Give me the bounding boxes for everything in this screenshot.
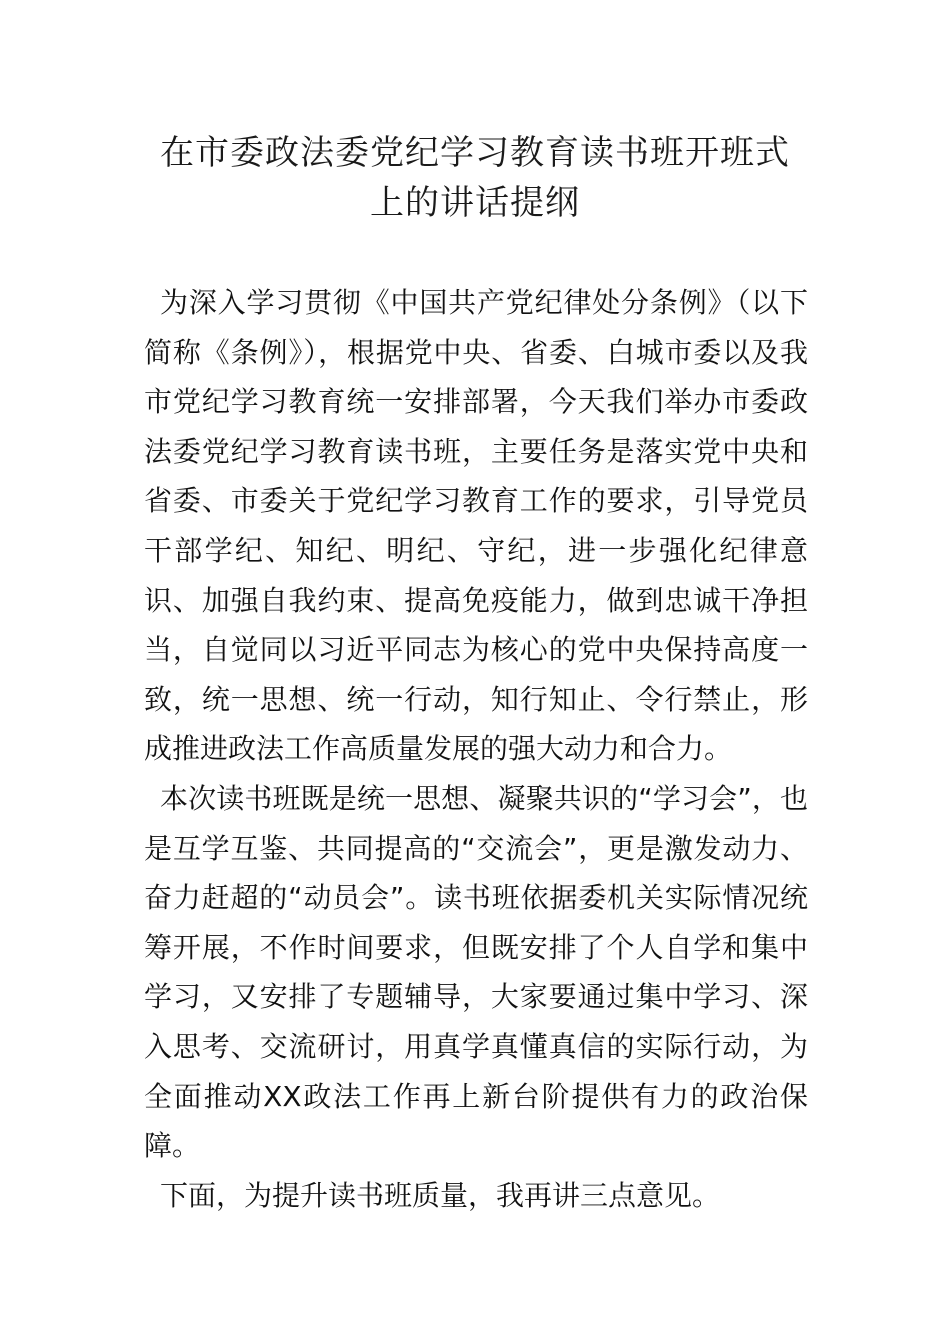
- paragraph-1: 为深入学习贯彻《中国共产党纪律处分条例》（以下简称《条例》），根据党中央、省委、白城市委以及我市党纪学习教育统一安排部署，今天我们举办市委政法委党纪学习教育读书班，主要任务是落实党中央和省委、市委关于党纪学习教育工作的要求，引导党员干部学纪、知纪、明纪、守纪，进一步强化纪律意识、加强自我约束、提高免疫能力，做到忠诚干净担当，自觉同以习近平同志为核心的党中央保持高度一致，统一思想、统一行动，知行知止、令行禁止，形成推进政法工作高质量发展的强大动力和合力。: [144, 286, 808, 766]
- document-title-line1: 在市委政法委党纪学习教育读书班开班式: [160, 133, 790, 173]
- document-body: [144, 278, 808, 1220]
- paragraph-2: 本次读书班既是统一思想、凝聚共识的“学习会”，也是互学互鉴、共同提高的“交流会”，更是激发动力、奋力赶超的“动员会”。读书班依据委机关实际情况统筹开展，不作时间要求，但既安排了个人自学和集中学习，又安排了专题辅导，大家要通过集中学习、深入思考、交流研讨，用真学真懂真信的实际行动，为全面推动XX政法工作再上新台阶提供有力的政治保障。: [144, 781, 808, 1163]
- paragraph-3: 下面，为提升读书班质量，我再讲三点意见。: [160, 1178, 721, 1212]
- document-title-line2: 上的讲话提纲: [370, 183, 580, 223]
